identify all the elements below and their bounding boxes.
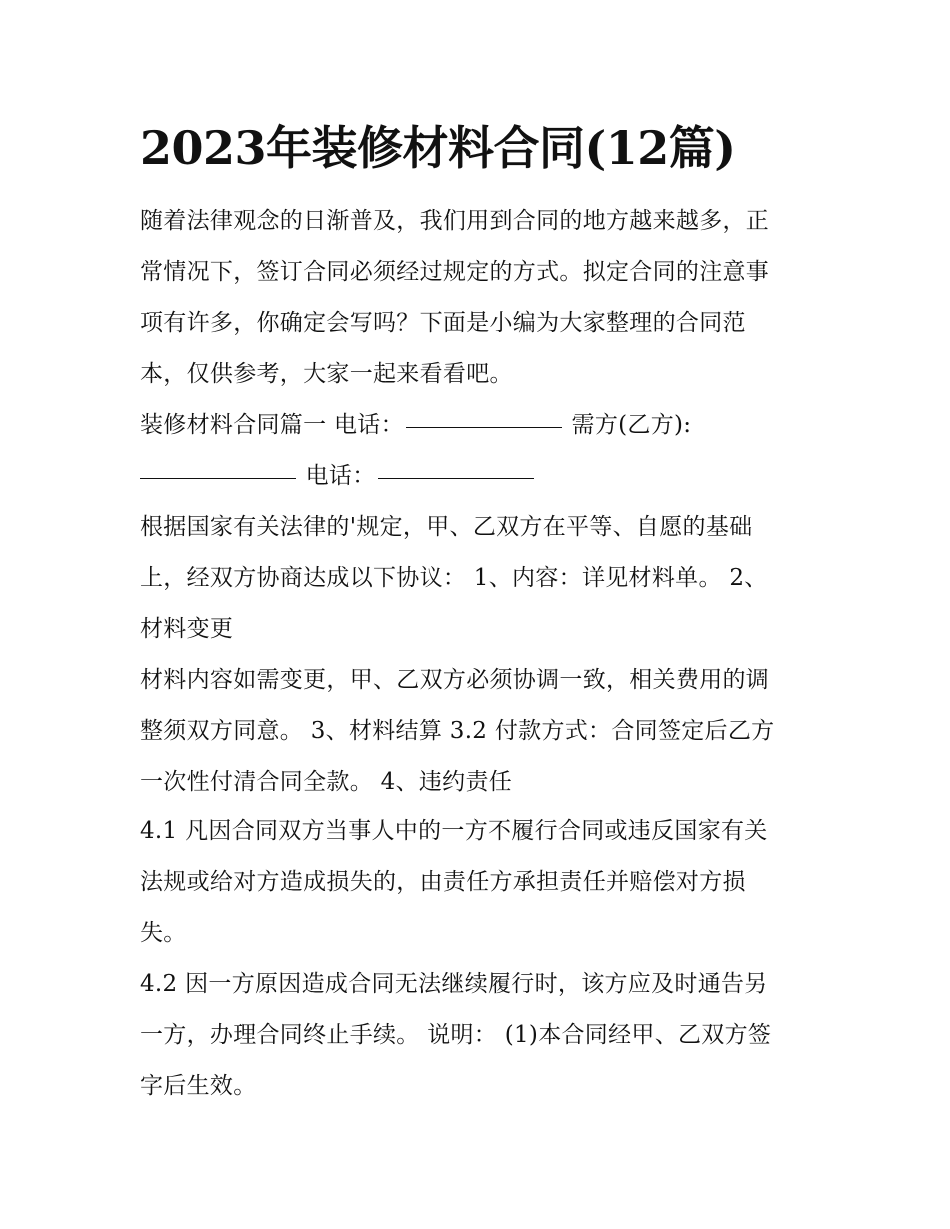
clause-line: 一次性付清合同全款。 4、违约责任 [140, 769, 513, 795]
contract-heading-text: 装修材料合同篇一 电话： [140, 412, 404, 438]
clause-paragraph [140, 502, 812, 655]
clause-line: 4.1 凡因合同双方当事人中的一方不履行合同或违反国家有关 [140, 818, 768, 844]
intro-line: 常情况下，签订合同必须经过规定的方式。拟定合同的注意事 [140, 259, 770, 285]
document-title: 2023年装修材料合同(12篇) [140, 121, 736, 175]
clause-line: 失。 [140, 920, 187, 946]
intro-line: 项有许多，你确定会写吗？下面是小编为大家整理的合同范 [140, 310, 746, 336]
clause-line: 法规或给对方造成损失的，由责任方承担责任并赔偿对方损 [140, 869, 746, 895]
clause-line: 字后生效。 [140, 1073, 257, 1099]
clause-line: 根据国家有关法律的'规定，甲、乙双方在平等、自愿的基础 [140, 514, 753, 540]
clause-paragraph [140, 806, 812, 959]
clause-line: 材料变更 [140, 616, 234, 642]
clause-paragraph [140, 655, 812, 808]
phone-blank [406, 427, 562, 428]
contract-head-line [140, 451, 812, 502]
clause-line: 材料内容如需变更，甲、乙双方必须协调一致，相关费用的调 [140, 667, 770, 693]
clause-line: 4.2 因一方原因造成合同无法继续履行时，该方应及时通告另 [140, 971, 768, 997]
clause-line: 上，经双方协商达成以下协议： 1、内容：详见材料单。 2、 [140, 565, 768, 591]
clause-line: 一方，办理合同终止手续。 说明： (1)本合同经甲、乙双方签 [140, 1022, 772, 1048]
intro-paragraph [140, 196, 812, 400]
buyer-blank [140, 478, 296, 479]
intro-line: 本，仅供参考，大家一起来看看吧。 [140, 361, 513, 387]
contract-head-paragraph [140, 400, 812, 502]
clause-line: 整须双方同意。 3、材料结算 3.2 付款方式：合同签定后乙方 [140, 718, 775, 744]
intro-line: 随着法律观念的日渐普及，我们用到合同的地方越来越多，正 [140, 208, 770, 234]
clause-paragraph [140, 959, 812, 1112]
buyer-label: 需方(乙方): [563, 412, 692, 438]
contract-head-line [140, 400, 812, 451]
phone-label: 电话： [298, 463, 376, 489]
buyer-phone-blank [378, 478, 534, 479]
